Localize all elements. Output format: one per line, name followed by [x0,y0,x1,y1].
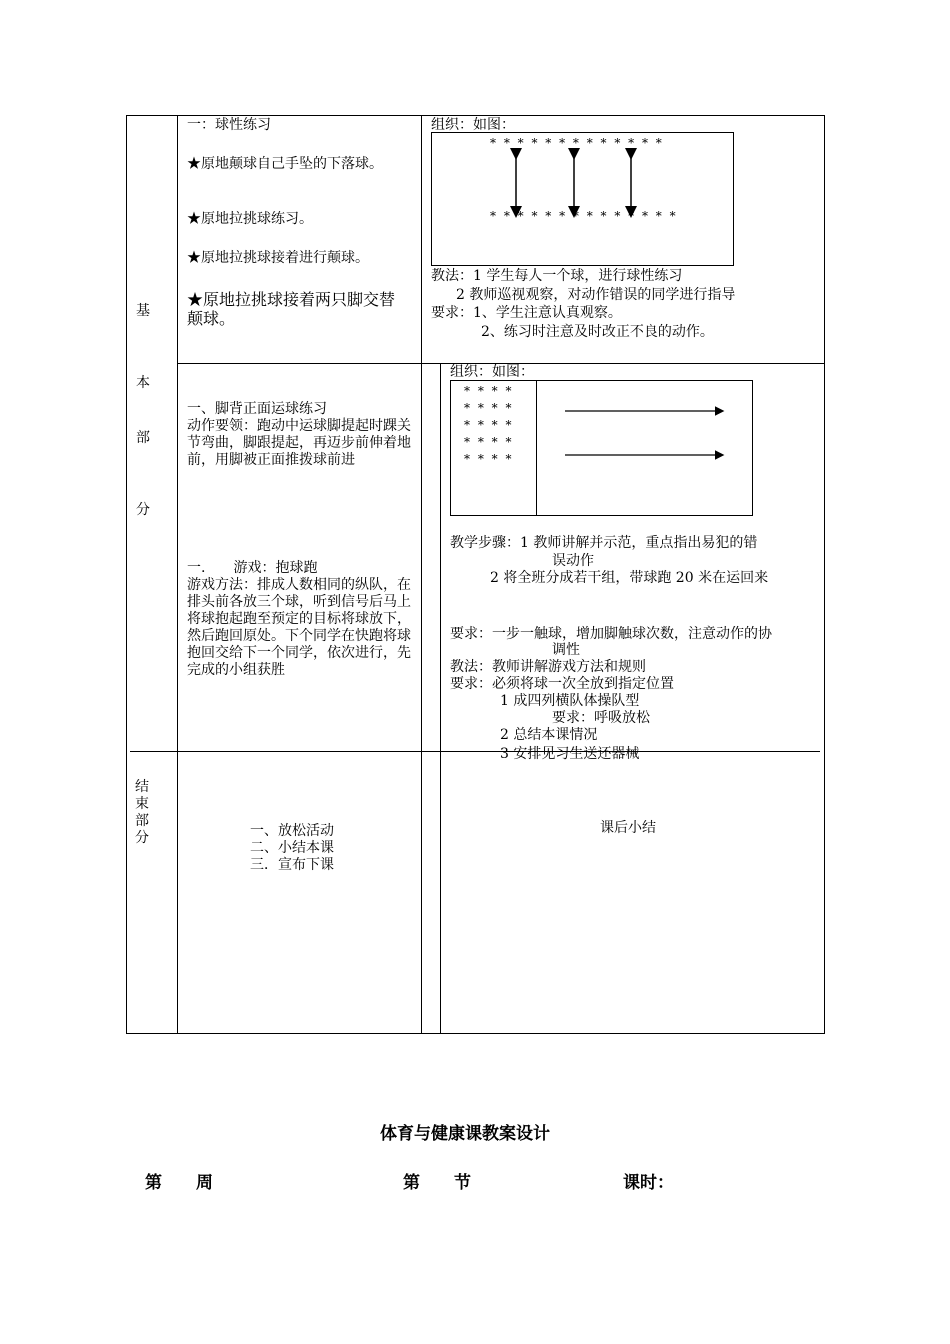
table-col-divider-2 [421,115,422,1034]
table-border-top [126,115,825,116]
table-border-left [126,115,127,1034]
student-row-top: * * * * * * * * * * * * * [490,136,664,150]
section-number-label: 第 节 [403,1173,471,1193]
dribble-arrows [560,400,730,464]
method-line: 2、练习时注意及时改正不良的动作。 [481,324,714,340]
end-item: 一、放松活动 [250,823,334,839]
section-char: 部 [136,430,150,446]
organization-label: 组织：如图： [450,364,534,380]
step-line: 教学步骤：1 教师讲解并示范，重点指出易犯的错 [450,535,758,551]
end-item: 二、小结本课 [250,840,334,856]
student-row: * * * * [464,384,514,398]
table-row-divider-2 [130,751,820,752]
section-char: 部 [135,813,149,829]
step-line: 要求：一步一触球，增加脚触球次数，注意动作的协 [450,626,772,642]
section-char: 分 [135,830,149,846]
organization-label: 组织：如图： [431,117,515,133]
after-class-summary: 课后小结 [600,820,656,836]
practice-item: ★原地拉挑球接着两只脚交替颠球。 [187,290,396,328]
step-line: 教法：教师讲解游戏方法和规则 [450,659,646,675]
class-hour-label: 课时： [623,1173,674,1193]
dribbling-title: 一、脚背正面运球练习 [187,401,327,417]
section-char: 结 [135,779,149,795]
game-title: 一. 游戏：抱球跑 [187,560,318,576]
end-item: 三．宣布下课 [250,857,334,873]
method-line: 要求：1、学生注意认真观察。 [431,305,622,321]
game-method: 游戏方法：排成人数相同的纵队，在排头前各放三个球，听到信号后马上将球抱起跑至预定的目标将球放下，然后跑回原处。下个同学在快跑将球抱回交给下一个同学，依次进行，先完成的小组获胜 [187,577,411,678]
student-row: * * * * [464,401,514,415]
step-line: 3 安排见习生送还器械 [500,746,640,762]
practice-item: ★原地拉挑球接着进行颠球。 [187,250,369,266]
double-arrows [500,148,650,218]
step-line: 1 成四列横队体操队型 [500,693,640,709]
student-row: * * * * [464,435,514,449]
step-line: 误动作 [552,553,594,569]
table-col-divider-1 [177,115,178,1034]
cell-heading: 一：球性练习 [187,117,271,133]
student-row-bottom: * * * * * * * * * * * * * * [490,209,678,223]
step-line: 要求：必须将球一次全放到指定位置 [450,676,674,692]
table-border-right [824,115,825,1034]
week-label: 第 周 [145,1173,213,1193]
practice-item: ★原地拉挑球练习。 [187,211,313,227]
student-row: * * * * [464,452,514,466]
section-char: 基 [136,303,150,319]
step-line: 2 将全班分成若干组，带球跑 20 米在运回来 [490,570,769,586]
practice-item: ★原地颠球自己手坠的下落球。 [187,156,383,172]
section-char: 本 [136,375,150,391]
table-border-bottom [126,1033,825,1034]
diagram-divider [536,380,537,515]
step-line: 调性 [552,642,580,658]
page-title: 体育与健康课教案设计 [380,1124,550,1144]
step-line: 要求：呼吸放松 [552,710,650,726]
dribbling-essentials: 动作要领：跑动中运球脚提起时踝关节弯曲，脚跟提起，再迈步前伸着地前，用脚被正面推拨球前进 [187,418,411,468]
method-line: 教法：1 学生每人一个球，进行球性练习 [431,268,683,284]
method-line: 2 教师巡视观察，对动作错误的同学进行指导 [456,287,736,303]
step-line: 2 总结本课情况 [500,727,598,743]
section-char: 束 [135,796,149,812]
table-col-divider-3 [440,363,441,1034]
student-row: * * * * [464,418,514,432]
section-char: 分 [136,502,150,518]
